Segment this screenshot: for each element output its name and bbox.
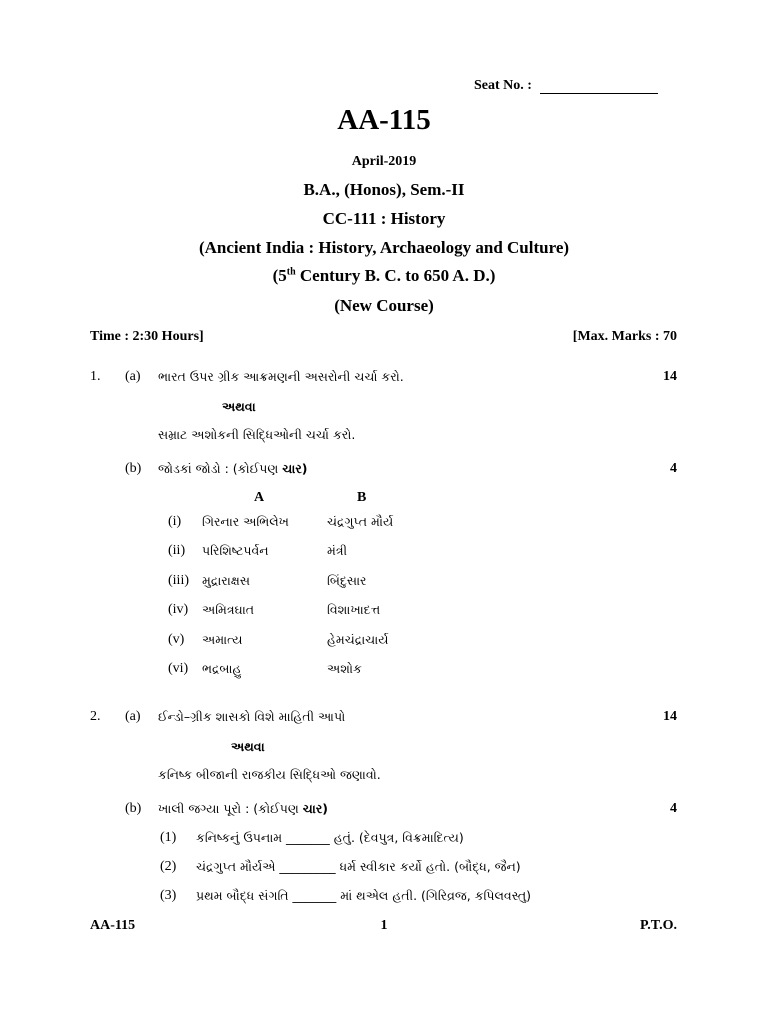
column-b-heading: B: [357, 490, 367, 505]
pair-b: હેમચંદ્રાચાર્ય: [327, 632, 389, 647]
fill-text: કનિષ્કનું ઉપનામ _______ હતું. (દેવપુત્ર, વિક્રમાદિત્ય): [196, 830, 464, 845]
pto: P.T.O.: [640, 918, 677, 933]
q1b-text: જોડકાં જોડો : (કોઈપણ ચાર): [158, 461, 308, 476]
q1b-label: (b): [125, 461, 142, 476]
course-type: (New Course): [334, 296, 434, 315]
pair-b: મંત્રી: [327, 543, 348, 558]
pair-a: ભદ્રબાહુ: [202, 661, 242, 676]
seat-label: Seat No. :: [474, 78, 532, 93]
q2b-text: ખાલી જગ્યા પૂરો : (કોઈપણ ચાર): [158, 801, 329, 816]
fill-number: (1): [160, 830, 177, 845]
q2a-alt-text: કનિષ્ક બીજાની રાજકીય સિદ્ધિઓ જણાવો.: [158, 767, 381, 782]
page-number: 1: [380, 918, 388, 933]
fill-text: પ્રથમ બૌદ્ધ સંગતિ _______ માં થએલ હતી. (ગિરિવ્રજ, કપિલવસ્તુ): [196, 888, 532, 903]
pair-b: બિંદુસાર: [327, 573, 367, 588]
fill-number: (2): [160, 859, 177, 874]
pair-number: (iv): [168, 602, 189, 617]
q1a-label: (a): [125, 369, 141, 384]
q2b-label: (b): [125, 801, 142, 816]
paper-code: AA-115: [337, 104, 431, 136]
pair-number: (ii): [168, 543, 186, 558]
q1-number: 1.: [90, 369, 101, 384]
fill-number: (3): [160, 888, 177, 903]
pair-a: અમાત્ય: [202, 632, 243, 647]
fill-text: ચંદ્રગુપ્ત મૌર્યએ _________ ધર્મ સ્વીકાર કર્યો હતો. (બૌદ્ધ, જૈન): [196, 859, 521, 874]
pair-a: મુદ્રારાક્ષસ: [202, 573, 251, 588]
max-marks: [Max. Marks : 70: [572, 329, 677, 344]
q2a-text: ઈન્ડો–ગ્રીક શાસકો વિશે માહિતી આપો: [158, 709, 346, 724]
column-a-heading: A: [254, 490, 265, 505]
pair-a: ગિરનાર અભિલેખ: [202, 514, 289, 529]
seat-number-blank: [540, 79, 658, 94]
degree: B.A., (Honos), Sem.-II: [303, 180, 465, 199]
q1a-text: ભારત ઉપર ગ્રીક આક્રમણની અસરોની ચર્ચા કરો.: [158, 369, 404, 384]
seat-number: [474, 78, 658, 94]
q1a-marks: 14: [663, 369, 677, 384]
course: CC-111 : History: [322, 209, 446, 228]
pair-number: (vi): [168, 661, 189, 676]
q2b-marks: 4: [670, 801, 677, 816]
q1a-alt-text: સમ્રાટ અશોકની સિદ્ધિઓની ચર્ચા કરો.: [158, 427, 356, 442]
exam-date: April-2019: [351, 154, 417, 169]
time-allowed: Time : 2:30 Hours]: [90, 329, 204, 344]
pair-a: અમિત્રઘાત: [202, 602, 255, 617]
pair-b: ચંદ્રગુપ્ત મૌર્ય: [327, 514, 394, 529]
pair-number: (v): [168, 632, 185, 647]
subject: (Ancient India : History, Archaeology and Culture): [198, 238, 570, 257]
q1b-marks: 4: [670, 461, 677, 476]
pair-a: પરિશિષ્ટપર્વન: [202, 543, 269, 558]
footer-code: AA-115: [90, 918, 136, 933]
q2-number: 2.: [90, 709, 101, 724]
q2a-marks: 14: [663, 709, 677, 724]
pair-number: (iii): [168, 573, 189, 588]
pair-b: અશોક: [327, 661, 362, 676]
pair-number: (i): [168, 514, 182, 529]
q2-or: અથવા: [231, 739, 265, 754]
pair-b: વિશાખાદત્ત: [327, 602, 381, 617]
q2a-label: (a): [125, 709, 141, 724]
q1-or: અથવા: [222, 399, 256, 414]
period: (5th Century B. C. to 650 A. D.): [272, 266, 496, 285]
